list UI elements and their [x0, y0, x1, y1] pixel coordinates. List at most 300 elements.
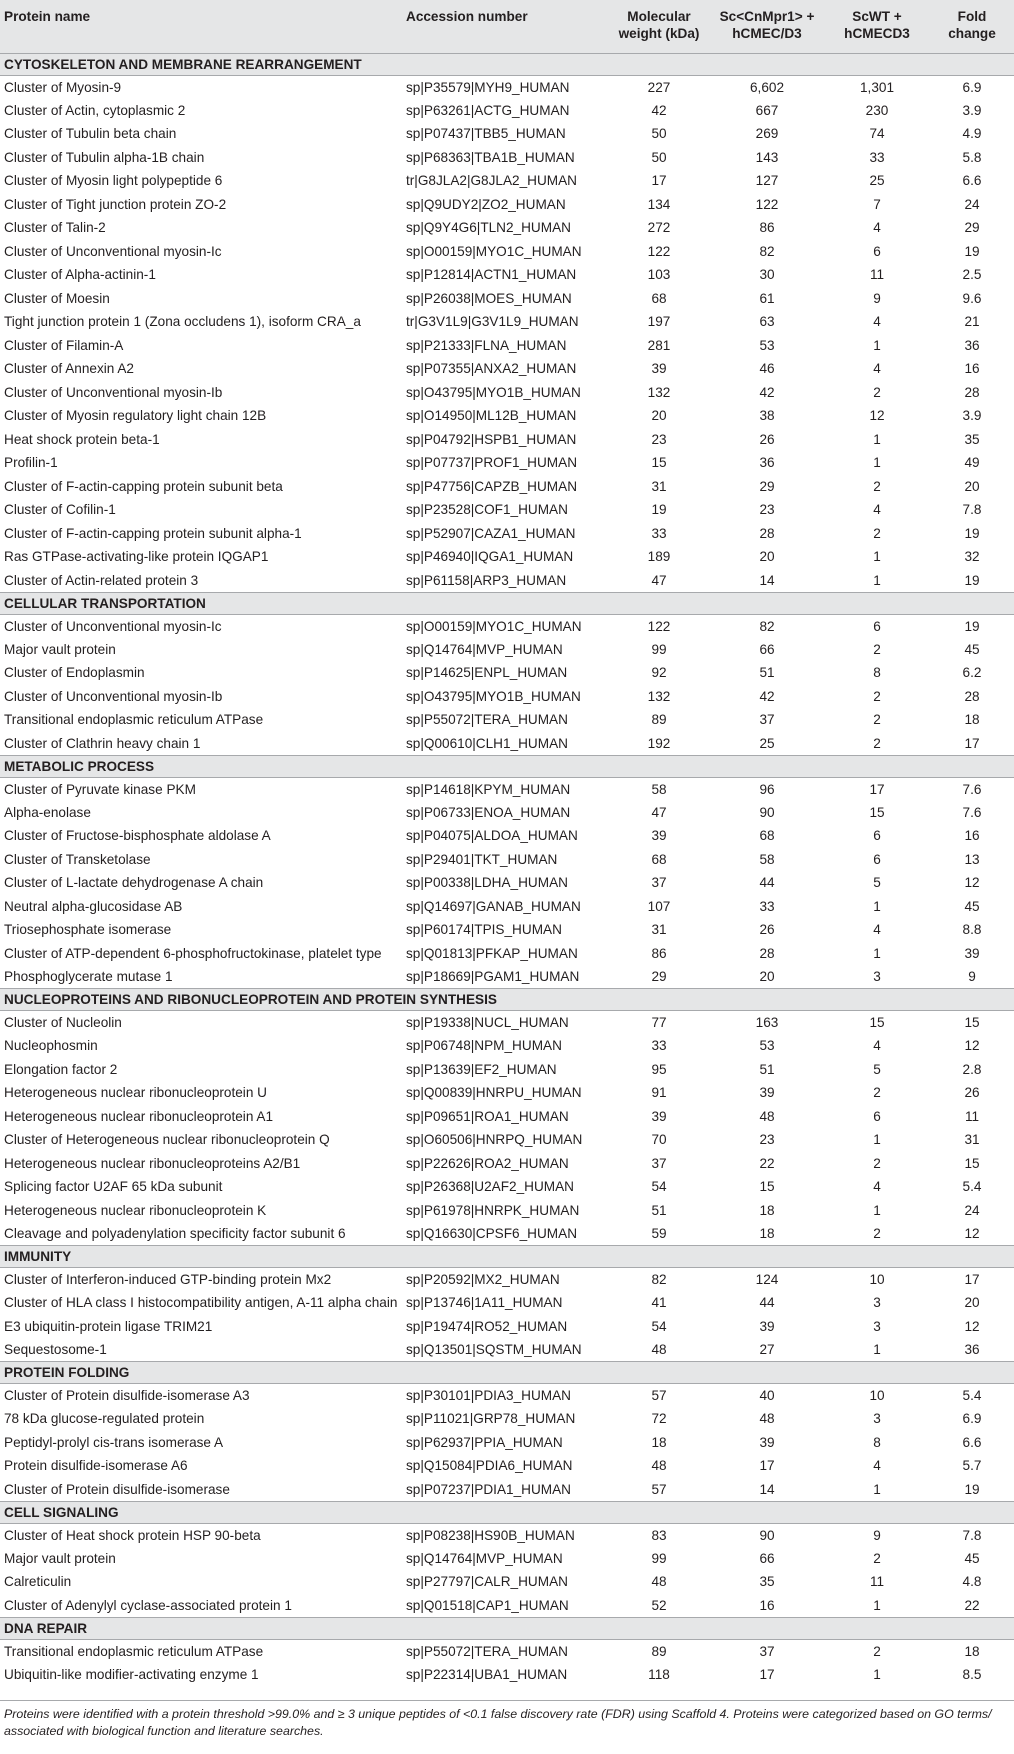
category-row — [0, 755, 1014, 777]
table-row — [0, 451, 1014, 475]
scwt-value-cell: 33 — [869, 149, 885, 165]
table-row — [0, 895, 1014, 919]
molecular-weight-cell: 197 — [647, 314, 671, 330]
scwt-value-cell: 2 — [873, 525, 881, 541]
protein-name-cell: Cluster of Nucleolin — [4, 1015, 122, 1030]
category-row — [0, 1246, 1014, 1268]
molecular-weight-cell: 89 — [651, 1643, 667, 1659]
scwt-value-cell: 1 — [873, 572, 881, 588]
table-row — [0, 824, 1014, 848]
protein-name-cell: Sequestosome-1 — [4, 1342, 107, 1357]
fold-change-cell: 5.7 — [962, 1458, 982, 1474]
sc-cnmpr1-value-cell: 48 — [759, 1411, 775, 1427]
scwt-value-cell: 1 — [873, 1597, 881, 1613]
fold-change-cell: 8.5 — [962, 1666, 982, 1682]
scwt-value-cell: 2 — [873, 1085, 881, 1101]
fold-change-cell: 45 — [964, 641, 980, 657]
accession-cell: sp|P06748|NPM_HUMAN — [406, 1038, 562, 1054]
sc-cnmpr1-value-cell: 20 — [759, 969, 775, 984]
scwt-value-cell: 1 — [873, 1342, 881, 1357]
molecular-weight-cell: 118 — [648, 1666, 670, 1682]
molecular-weight-cell: 18 — [651, 1434, 667, 1450]
protein-name-cell: Cluster of Heterogeneous nuclear ribonucleoprotein Q — [4, 1132, 330, 1148]
sc-cnmpr1-value-cell: 39 — [759, 1085, 775, 1101]
table-row — [0, 1315, 1014, 1339]
sc-cnmpr1-value-cell: 30 — [759, 267, 775, 283]
protein-name-cell: Cluster of HLA class I histocompatibility antigen, A-11 alpha chain — [4, 1295, 398, 1311]
protein-name-cell: Heat shock protein beta-1 — [4, 431, 160, 447]
accession-cell: sp|Q14764|MVP_HUMAN — [406, 641, 563, 657]
protein-name-cell: Ras GTPase-activating-like protein IQGAP1 — [4, 549, 269, 565]
table-row — [0, 1454, 1014, 1478]
protein-name-cell: Profilin-1 — [4, 455, 58, 471]
scwt-value-cell: 8 — [873, 665, 881, 681]
sc-cnmpr1-value-cell: 46 — [759, 361, 775, 377]
protein-name-cell: Calreticulin — [4, 1574, 72, 1590]
category-title: DNA REPAIR — [0, 1617, 1014, 1639]
sc-cnmpr1-value-cell: 28 — [759, 945, 775, 961]
scwt-value-cell: 1 — [873, 1202, 881, 1218]
protein-name-cell: Nucleophosmin — [4, 1038, 98, 1054]
scwt-value-cell: 1 — [873, 1132, 881, 1148]
sc-cnmpr1-value-cell: 40 — [759, 1388, 775, 1403]
table-row — [0, 381, 1014, 405]
table-row — [0, 1011, 1014, 1035]
sc-cnmpr1-value-cell: 38 — [759, 408, 775, 424]
header-row — [0, 0, 1014, 53]
molecular-weight-cell: 51 — [651, 1202, 667, 1218]
table-row — [0, 1291, 1014, 1315]
sc-cnmpr1-value-cell: 42 — [759, 688, 775, 704]
molecular-weight-cell: 68 — [651, 851, 667, 867]
sc-cnmpr1-value-cell: 44 — [759, 1295, 775, 1311]
scwt-value-cell: 3 — [873, 969, 881, 984]
scwt-value-cell: 1 — [873, 898, 881, 914]
table-row — [0, 522, 1014, 546]
fold-change-cell: 12 — [964, 1226, 980, 1241]
sc-cnmpr1-value-cell: 17 — [759, 1666, 775, 1682]
table-row — [0, 1594, 1014, 1618]
scwt-value-cell: 2 — [873, 641, 881, 657]
accession-cell: sp|P60174|TPIS_HUMAN — [406, 922, 562, 938]
table-row — [0, 1152, 1014, 1176]
protein-name-cell: Tight junction protein 1 (Zona occludens 1), isoform CRA_a — [4, 314, 361, 330]
fold-change-cell: 24 — [964, 196, 980, 212]
table-row — [0, 310, 1014, 334]
protein-name-cell: Cluster of F-actin-capping protein subunit alpha-1 — [4, 525, 302, 541]
fold-change-cell: 7.8 — [962, 502, 982, 518]
molecular-weight-cell: 33 — [651, 525, 667, 541]
table-row — [0, 428, 1014, 452]
fold-change-cell: 39 — [964, 945, 980, 961]
fold-change-cell: 6.9 — [962, 79, 982, 95]
sc-cnmpr1-value-cell: 163 — [755, 1015, 779, 1030]
protein-name-cell: Cluster of Annexin A2 — [4, 361, 134, 377]
fold-change-cell: 31 — [964, 1132, 980, 1148]
table-row — [0, 404, 1014, 428]
fold-change-cell: 4.9 — [962, 126, 982, 142]
scwt-value-cell: 2 — [873, 735, 881, 751]
protein-name-cell: Cluster of Unconventional myosin-Ib — [4, 384, 223, 400]
molecular-weight-cell: 48 — [651, 1342, 667, 1357]
sc-cnmpr1-value-cell: 27 — [759, 1342, 775, 1357]
fold-change-cell: 49 — [964, 455, 980, 471]
protein-name-cell: Cluster of Heat shock protein HSP 90-beta — [4, 1527, 261, 1543]
molecular-weight-cell: 54 — [651, 1318, 667, 1334]
protein-name-cell: Cluster of Pyruvate kinase PKM — [4, 781, 196, 797]
accession-cell: sp|P26368|U2AF2_HUMAN — [406, 1179, 574, 1195]
table-row — [0, 638, 1014, 662]
fold-change-cell: 9.6 — [962, 290, 982, 306]
sc-cnmpr1-value-cell: 17 — [759, 1458, 775, 1474]
table-header — [0, 0, 1014, 53]
fold-change-cell: 9 — [968, 969, 976, 984]
category-row — [0, 53, 1014, 75]
sc-cnmpr1-value-cell: 18 — [759, 1202, 775, 1218]
fold-change-cell: 5.4 — [962, 1388, 982, 1403]
fold-change-cell: 24 — [964, 1202, 980, 1218]
accession-cell: sp|P09651|ROA1_HUMAN — [406, 1108, 569, 1124]
molecular-weight-cell: 132 — [647, 384, 671, 400]
protein-name-cell: Cluster of Filamin-A — [4, 337, 124, 353]
molecular-weight-cell: 57 — [651, 1388, 667, 1403]
table-row — [0, 1663, 1014, 1687]
sc-cnmpr1-value-cell: 29 — [759, 478, 775, 494]
molecular-weight-cell: 189 — [647, 549, 671, 565]
table-row — [0, 75, 1014, 99]
protein-name-cell: Cluster of Interferon-induced GTP-binding protein Mx2 — [4, 1272, 332, 1287]
protein-name-cell: Elongation factor 2 — [4, 1061, 118, 1077]
table-row — [0, 1128, 1014, 1152]
table-row — [0, 475, 1014, 499]
sc-cnmpr1-value-cell: 68 — [759, 828, 775, 844]
accession-cell: sp|P04075|ALDOA_HUMAN — [406, 828, 578, 844]
table-row — [0, 1081, 1014, 1105]
protein-name-cell: Cluster of Myosin regulatory light chain 12B — [4, 408, 267, 424]
table-row — [0, 1639, 1014, 1663]
sc-cnmpr1-value-cell: 58 — [759, 851, 775, 867]
accession-cell: sp|Q14697|GANAB_HUMAN — [406, 898, 581, 914]
fold-change-cell: 19 — [964, 243, 980, 259]
protein-name-cell: Cluster of Actin, cytoplasmic 2 — [4, 102, 186, 118]
table-row — [0, 122, 1014, 146]
fold-change-cell: 6.6 — [962, 173, 982, 189]
sc-cnmpr1-value-cell: 39 — [759, 1318, 775, 1334]
sc-cnmpr1-value-cell: 90 — [759, 804, 775, 820]
molecular-weight-cell: 134 — [647, 196, 671, 212]
protein-name-cell: E3 ubiquitin-protein ligase TRIM21 — [4, 1318, 213, 1334]
scwt-value-cell: 9 — [873, 1527, 881, 1543]
protein-name-cell: Alpha-enolase — [4, 804, 91, 820]
sc-cnmpr1-value-cell: 25 — [759, 735, 775, 751]
accession-cell: sp|P61978|HNRPK_HUMAN — [406, 1202, 580, 1218]
accession-cell: sp|P07737|PROF1_HUMAN — [406, 455, 578, 471]
scwt-value-cell: 4 — [873, 361, 881, 377]
fold-change-cell: 20 — [964, 478, 980, 494]
molecular-weight-cell: 39 — [651, 361, 667, 377]
fold-change-cell: 18 — [964, 712, 980, 728]
fold-change-cell: 19 — [964, 618, 980, 634]
molecular-weight-cell: 58 — [651, 781, 667, 797]
protein-name-cell: Cluster of Moesin — [4, 290, 110, 306]
protein-name-cell: Cluster of Clathrin heavy chain 1 — [4, 735, 201, 751]
fold-change-cell: 6.9 — [962, 1411, 982, 1427]
molecular-weight-cell: 68 — [651, 290, 667, 306]
accession-cell: tr|G3V1L9|G3V1L9_HUMAN — [406, 314, 579, 330]
molecular-weight-cell: 39 — [651, 828, 667, 844]
sc-cnmpr1-value-cell: 269 — [755, 126, 779, 142]
accession-cell: sp|O00159|MYO1C_HUMAN — [406, 618, 582, 634]
scwt-value-cell: 2 — [873, 1155, 881, 1171]
scwt-value-cell: 4 — [873, 220, 881, 236]
fold-change-cell: 2.8 — [962, 1061, 982, 1077]
sc-cnmpr1-value-cell: 51 — [759, 1061, 775, 1077]
protein-name-cell: Splicing factor U2AF 65 kDa subunit — [4, 1179, 223, 1195]
category-row — [0, 1501, 1014, 1523]
accession-cell: sp|P46940|IQGA1_HUMAN — [406, 549, 574, 565]
molecular-weight-cell: 54 — [651, 1179, 667, 1195]
table-row — [0, 1407, 1014, 1431]
sc-cnmpr1-value-cell: 61 — [759, 290, 775, 306]
accession-cell: sp|P19474|RO52_HUMAN — [406, 1318, 568, 1334]
protein-name-cell: Triosephosphate isomerase — [4, 922, 172, 938]
category-row — [0, 1362, 1014, 1384]
sc-cnmpr1-value-cell: 23 — [759, 1132, 775, 1148]
table-row — [0, 216, 1014, 240]
scwt-value-cell: 12 — [869, 408, 885, 424]
protein-name-cell: Ubiquitin-like modifier-activating enzyme 1 — [4, 1666, 259, 1682]
category-row — [0, 592, 1014, 614]
accession-cell: sp|P21333|FLNA_HUMAN — [406, 337, 567, 353]
scwt-value-cell: 2 — [873, 712, 881, 728]
accession-cell: sp|Q9UDY2|ZO2_HUMAN — [406, 196, 566, 212]
accession-cell: sp|Q13501|SQSTM_HUMAN — [406, 1342, 582, 1357]
category-row — [0, 1617, 1014, 1639]
fold-change-cell: 28 — [964, 384, 980, 400]
molecular-weight-cell: 132 — [647, 688, 671, 704]
protein-name-cell: Cluster of Cofilin-1 — [4, 502, 116, 518]
fold-change-cell: 18 — [964, 1643, 980, 1659]
accession-cell: tr|G8JLA2|G8JLA2_HUMAN — [406, 173, 578, 189]
scwt-value-cell: 6 — [873, 243, 881, 259]
category-title: CELLULAR TRANSPORTATION — [0, 592, 1014, 614]
fold-change-cell: 17 — [964, 735, 980, 751]
fold-change-cell: 26 — [964, 1085, 980, 1101]
accession-cell: sp|P55072|TERA_HUMAN — [406, 712, 568, 728]
molecular-weight-cell: 31 — [651, 922, 667, 938]
accession-cell: sp|P12814|ACTN1_HUMAN — [406, 267, 577, 283]
table-row — [0, 661, 1014, 685]
protein-name-cell: Transitional endoplasmic reticulum ATPase — [4, 712, 264, 728]
protein-name-cell: Protein disulfide-isomerase A6 — [4, 1458, 188, 1474]
fold-change-cell: 12 — [964, 1318, 980, 1334]
sc-cnmpr1-value-cell: 26 — [759, 922, 775, 938]
scwt-value-cell: 2 — [873, 1226, 881, 1241]
accession-cell: sp|Q00610|CLH1_HUMAN — [406, 735, 568, 751]
molecular-weight-cell: 17 — [651, 173, 667, 189]
protein-name-cell: Cluster of Endoplasmin — [4, 665, 145, 681]
fold-change-cell: 7.6 — [962, 804, 982, 820]
table-row — [0, 99, 1014, 123]
fold-change-cell: 15 — [964, 1015, 980, 1030]
sc-cnmpr1-value-cell: 14 — [759, 1481, 775, 1497]
fold-change-cell: 19 — [964, 572, 980, 588]
accession-cell: sp|P18669|PGAM1_HUMAN — [406, 969, 580, 984]
scwt-value-cell: 4 — [873, 922, 881, 938]
sc-cnmpr1-value-cell: 51 — [759, 665, 775, 681]
table-row — [0, 1034, 1014, 1058]
molecular-weight-cell: 72 — [651, 1411, 667, 1427]
accession-cell: sp|O60506|HNRPQ_HUMAN — [406, 1132, 583, 1148]
protein-name-cell: Phosphoglycerate mutase 1 — [4, 969, 173, 984]
sc-cnmpr1-value-cell: 37 — [759, 1643, 775, 1659]
accession-cell: sp|Q15084|PDIA6_HUMAN — [406, 1458, 573, 1474]
sc-cnmpr1-value-cell: 86 — [759, 220, 775, 236]
accession-cell: sp|P23528|COF1_HUMAN — [406, 502, 568, 518]
scwt-value-cell: 6 — [873, 1108, 881, 1124]
accession-cell: sp|O00159|MYO1C_HUMAN — [406, 243, 582, 259]
scwt-value-cell: 1 — [873, 1666, 881, 1682]
molecular-weight-cell: 107 — [647, 898, 671, 914]
protein-name-cell: Cluster of Protein disulfide-isomerase — [4, 1481, 230, 1497]
protein-name-cell: Cluster of Actin-related protein 3 — [4, 572, 199, 588]
fold-change-cell: 7.6 — [962, 781, 982, 797]
scwt-value-cell: 6 — [873, 618, 881, 634]
table-row — [0, 169, 1014, 193]
molecular-weight-cell: 272 — [647, 220, 671, 236]
fold-change-cell: 12 — [964, 875, 980, 891]
accession-cell: sp|P30101|PDIA3_HUMAN — [406, 1388, 571, 1403]
protein-name-cell: Heterogeneous nuclear ribonucleoprotein K — [4, 1202, 267, 1218]
accession-cell: sp|P14618|KPYM_HUMAN — [406, 781, 571, 797]
sc-cnmpr1-value-cell: 82 — [759, 243, 775, 259]
sc-cnmpr1-value-cell: 66 — [759, 641, 775, 657]
molecular-weight-cell: 20 — [651, 408, 667, 424]
fold-change-cell: 19 — [964, 525, 980, 541]
molecular-weight-cell: 99 — [651, 1550, 667, 1566]
sc-cnmpr1-value-cell: 53 — [759, 1038, 775, 1054]
header-sc-cnmpr1: Sc<CnMpr1> + hCMEC/D3 — [710, 0, 824, 53]
accession-cell: sp|P62937|PPIA_HUMAN — [406, 1434, 563, 1450]
accession-cell: sp|P07355|ANXA2_HUMAN — [406, 361, 577, 377]
protein-name-cell: Cluster of Talin-2 — [4, 220, 106, 236]
accession-cell: sp|O43795|MYO1B_HUMAN — [406, 688, 581, 704]
table-row — [0, 1199, 1014, 1223]
scwt-value-cell: 5 — [873, 1061, 881, 1077]
sc-cnmpr1-value-cell: 96 — [759, 781, 775, 797]
molecular-weight-cell: 103 — [647, 267, 671, 283]
category-title: PROTEIN FOLDING — [0, 1362, 1014, 1384]
molecular-weight-cell: 37 — [651, 1155, 667, 1171]
accession-cell: sp|P29401|TKT_HUMAN — [406, 851, 558, 867]
fold-change-cell: 8.8 — [962, 922, 982, 938]
molecular-weight-cell: 91 — [651, 1085, 667, 1101]
scwt-value-cell: 5 — [873, 875, 881, 891]
fold-change-cell: 3.9 — [962, 408, 982, 424]
fold-change-cell: 32 — [964, 549, 980, 565]
table-row — [0, 569, 1014, 593]
accession-cell: sp|P14625|ENPL_HUMAN — [406, 665, 568, 681]
scwt-value-cell: 2 — [873, 1643, 881, 1659]
molecular-weight-cell: 29 — [651, 969, 667, 984]
sc-cnmpr1-value-cell: 143 — [755, 149, 779, 165]
sc-cnmpr1-value-cell: 53 — [759, 337, 775, 353]
table-row — [0, 1478, 1014, 1502]
scwt-value-cell: 4 — [873, 502, 881, 518]
sc-cnmpr1-value-cell: 124 — [755, 1272, 779, 1287]
table-row — [0, 1431, 1014, 1455]
scwt-value-cell: 15 — [869, 1015, 885, 1030]
protein-name-cell: Cluster of Tight junction protein ZO-2 — [4, 196, 227, 212]
table-row — [0, 498, 1014, 522]
molecular-weight-cell: 281 — [647, 337, 671, 353]
table-row — [0, 263, 1014, 287]
accession-cell: sp|P13639|EF2_HUMAN — [406, 1061, 557, 1077]
fold-change-cell: 12 — [964, 1038, 980, 1054]
table-row — [0, 801, 1014, 825]
table-row — [0, 1338, 1014, 1362]
scwt-value-cell: 1 — [873, 549, 881, 565]
sc-cnmpr1-value-cell: 23 — [759, 502, 775, 518]
accession-cell: sp|P22314|UBA1_HUMAN — [406, 1666, 568, 1682]
fold-change-cell: 11 — [964, 1108, 980, 1124]
table-footnote: Proteins were identified with a protein threshold >99.0% and ≥ 3 unique peptides of <0.1 false discovery rate (FDR) using Scaffold 4. Proteins were categorized based on GO terms/ associated with biological function and literature searches. — [4, 1707, 992, 1738]
fold-change-cell: 17 — [964, 1272, 980, 1287]
fold-change-cell: 20 — [964, 1295, 980, 1311]
accession-cell: sp|P08238|HS90B_HUMAN — [406, 1527, 575, 1543]
fold-change-cell: 22 — [964, 1597, 980, 1613]
scwt-value-cell: 7 — [873, 196, 881, 212]
protein-name-cell: Cluster of ATP-dependent 6-phosphofructokinase, platelet type — [4, 945, 382, 961]
molecular-weight-cell: 70 — [651, 1132, 667, 1148]
header-accession-number: Accession number — [402, 0, 608, 53]
protein-name-cell: Major vault protein — [4, 641, 116, 657]
scwt-value-cell: 25 — [869, 173, 885, 189]
accession-cell: sp|Q9Y4G6|TLN2_HUMAN — [406, 220, 571, 236]
sc-cnmpr1-value-cell: 28 — [759, 525, 775, 541]
scwt-value-cell: 1 — [873, 1481, 881, 1497]
molecular-weight-cell: 48 — [651, 1458, 667, 1474]
scwt-value-cell: 3 — [873, 1295, 881, 1311]
fold-change-cell: 3.9 — [962, 102, 982, 118]
scwt-value-cell: 4 — [873, 1038, 881, 1054]
table-row — [0, 1547, 1014, 1571]
table-row — [0, 708, 1014, 732]
molecular-weight-cell: 192 — [647, 735, 671, 751]
sc-cnmpr1-value-cell: 39 — [759, 1434, 775, 1450]
fold-change-cell: 2.5 — [962, 267, 982, 283]
scwt-value-cell: 2 — [873, 1550, 881, 1566]
category-title: CELL SIGNALING — [0, 1501, 1014, 1523]
category-row — [0, 989, 1014, 1011]
scwt-value-cell: 230 — [865, 102, 889, 118]
scwt-value-cell: 3 — [873, 1318, 881, 1334]
scwt-value-cell: 6 — [873, 828, 881, 844]
accession-cell: sp|P47756|CAPZB_HUMAN — [406, 478, 578, 494]
molecular-weight-cell: 77 — [651, 1015, 667, 1030]
molecular-weight-cell: 33 — [651, 1038, 667, 1054]
fold-change-cell: 36 — [964, 337, 980, 353]
table-row — [0, 1268, 1014, 1292]
protein-name-cell: Major vault protein — [4, 1550, 116, 1566]
molecular-weight-cell: 122 — [647, 618, 671, 634]
header-protein-name: Protein name — [0, 0, 402, 53]
sc-cnmpr1-value-cell: 26 — [759, 431, 775, 447]
molecular-weight-cell: 19 — [651, 502, 667, 518]
table-row — [0, 1570, 1014, 1594]
table-row — [0, 1058, 1014, 1082]
table-row — [0, 942, 1014, 966]
